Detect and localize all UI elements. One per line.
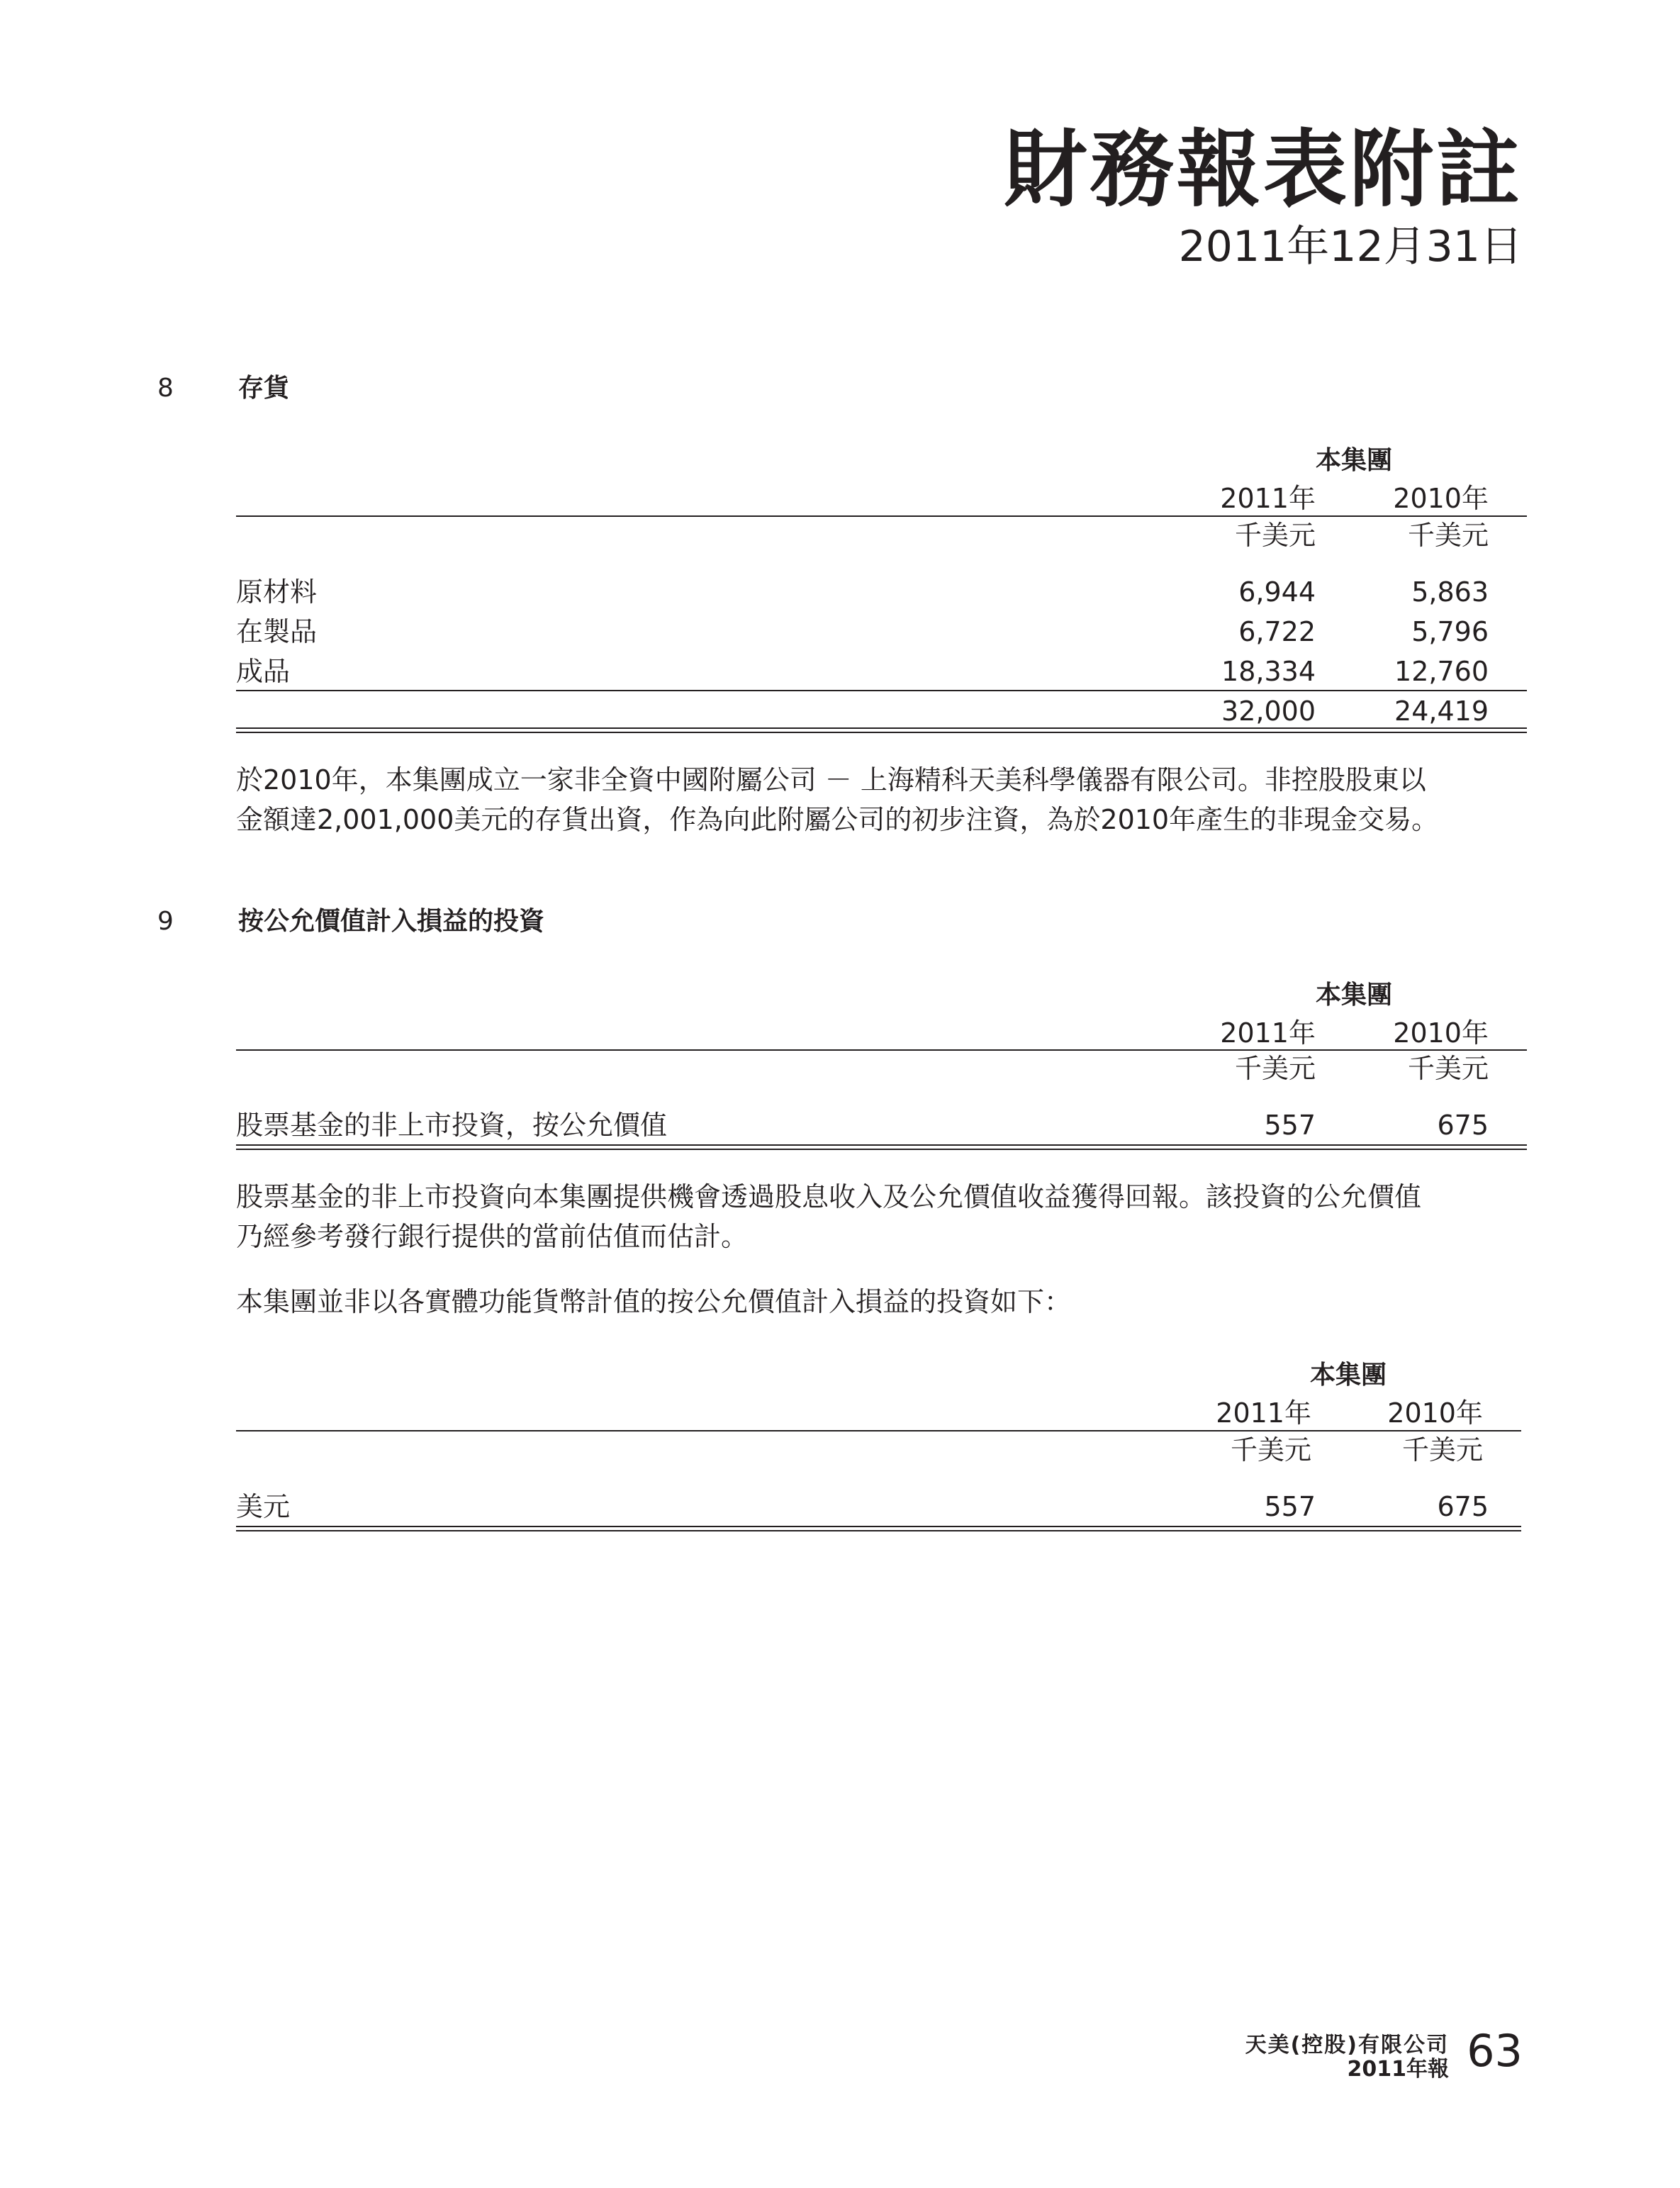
section-8-number: 8 (157, 374, 174, 403)
footer-company-name: 天美(控股)有限公司 (1245, 2033, 1449, 2058)
investment-note-line-1: 股票基金的非上市投資向本集團提供機會透過股息收入及公允價值收益獲得回報。該投資的公允價值 (236, 1181, 1422, 1212)
col-year-2011: 2011年 (1220, 483, 1316, 514)
group-header: 本集團 (1315, 981, 1392, 1010)
col-unit-2010: 千美元 (1407, 520, 1489, 551)
currency-note-line: 本集團並非以各實體功能貨幣計值的按公允價值計入損益的投資如下： (236, 1286, 1072, 1317)
section-9-number: 9 (157, 907, 174, 936)
header-rule (236, 1049, 1527, 1051)
col-unit-2011: 千美元 (1234, 520, 1316, 551)
cell-total-2010: 24,419 (1394, 696, 1489, 727)
footer-report-name: 2011年報 (1347, 2057, 1449, 2082)
inventory-note (236, 760, 1533, 839)
total-double-rule (236, 1526, 1521, 1531)
col-year-2011: 2011年 (1216, 1397, 1311, 1429)
page-title: 財務報表附註 (1003, 121, 1523, 218)
group-header: 本集團 (1315, 446, 1392, 475)
total-double-rule (236, 1144, 1527, 1150)
group-header: 本集團 (1309, 1361, 1387, 1390)
cell-unlisted-fund-2010: 675 (1437, 1110, 1489, 1141)
col-year-2010: 2010年 (1393, 1017, 1489, 1049)
col-year-2010: 2010年 (1387, 1397, 1483, 1429)
row-label-unlisted-equity-fund: 股票基金的非上市投資，按公允價值 (236, 1110, 668, 1141)
total-double-rule (236, 727, 1527, 733)
col-unit-2011: 千美元 (1230, 1434, 1311, 1466)
cell-wip-2010: 5,796 (1411, 616, 1489, 647)
col-unit-2011: 千美元 (1234, 1053, 1316, 1084)
col-unit-2010: 千美元 (1407, 1053, 1489, 1084)
section-9-title: 按公允價值計入損益的投資 (238, 907, 545, 936)
cell-raw-materials-2011: 6,944 (1238, 576, 1316, 608)
header-rule (236, 1430, 1521, 1431)
col-year-2011: 2011年 (1220, 1017, 1316, 1049)
page-number: 63 (1467, 2025, 1523, 2077)
page-date: 2011年12月31日 (1178, 222, 1523, 272)
investment-note-line-2: 乃經參考發行銀行提供的當前估值而估計。 (236, 1221, 749, 1252)
inventory-note-line-2: 金額達2,001,000美元的存貨出資，作為向此附屬公司的初步注資，為於2010年產生的非現金交易。 (236, 804, 1439, 835)
section-8-title: 存貨 (238, 374, 290, 403)
cell-usd-2011: 557 (1264, 1491, 1316, 1522)
cell-finished-goods-2010: 12,760 (1394, 656, 1489, 687)
header-rule (236, 515, 1527, 517)
cell-wip-2011: 6,722 (1238, 616, 1316, 647)
cell-finished-goods-2011: 18,334 (1221, 656, 1316, 687)
cell-raw-materials-2010: 5,863 (1411, 576, 1489, 608)
row-label-finished-goods: 成品 (236, 656, 291, 687)
col-year-2010: 2010年 (1393, 483, 1489, 514)
row-label-usd: 美元 (236, 1491, 291, 1522)
investment-note (236, 1177, 1533, 1256)
cell-unlisted-fund-2011: 557 (1264, 1110, 1316, 1141)
cell-usd-2010: 675 (1437, 1491, 1489, 1522)
row-label-work-in-progress: 在製品 (236, 616, 318, 647)
col-unit-2010: 千美元 (1401, 1434, 1483, 1466)
subtotal-rule (236, 690, 1527, 691)
currency-note (236, 1282, 1533, 1322)
inventory-note-line-1: 於2010年，本集團成立一家非全資中國附屬公司 － 上海精科天美科學儀器有限公司。非控股股東以 (236, 764, 1426, 796)
cell-total-2011: 32,000 (1221, 696, 1316, 727)
row-label-raw-materials: 原材料 (236, 576, 318, 608)
